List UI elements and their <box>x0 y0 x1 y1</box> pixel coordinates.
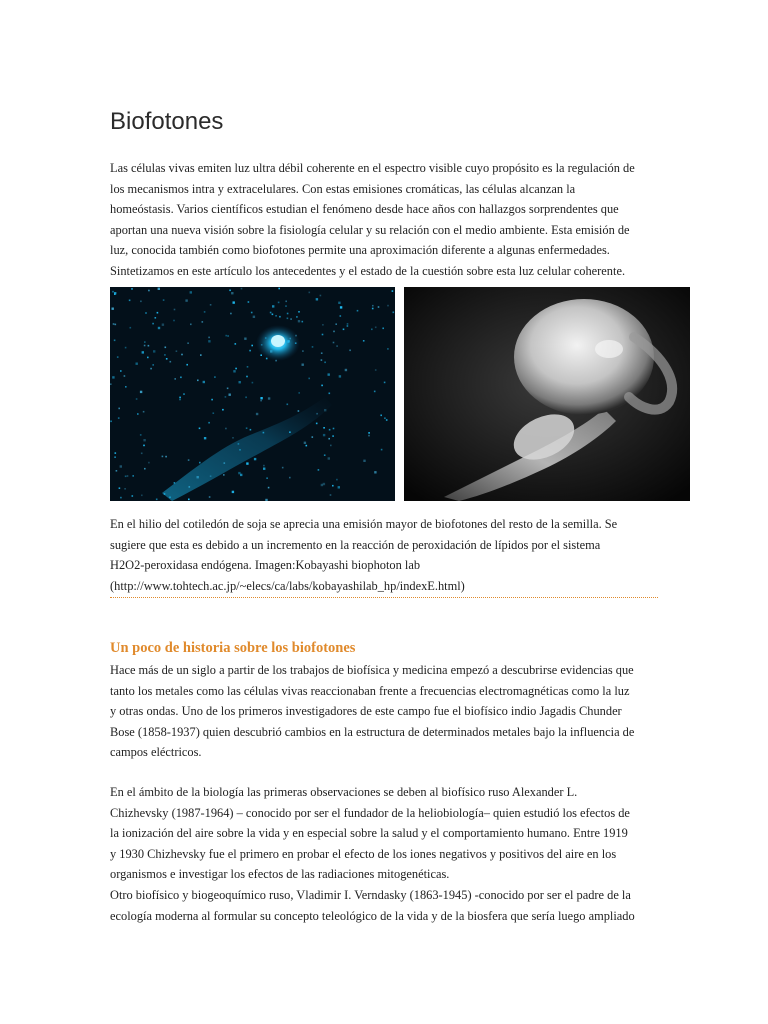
photon-speckle <box>378 306 380 308</box>
intro-paragraph <box>110 158 658 282</box>
photon-speckle <box>249 350 251 352</box>
photon-speckle <box>256 413 258 415</box>
photon-speckle <box>298 320 300 322</box>
photon-speckle <box>375 369 377 371</box>
photon-speckle <box>153 350 155 352</box>
photon-speckle <box>131 288 133 290</box>
photon-speckle <box>253 316 255 318</box>
section-heading: Un poco de historia sobre los biofotones <box>110 640 356 656</box>
photon-speckle <box>316 423 318 425</box>
photon-speckle <box>136 398 138 400</box>
photon-speckle <box>225 335 227 337</box>
photon-speckle <box>110 383 112 385</box>
photon-speckle <box>265 499 267 501</box>
photon-speckle <box>324 362 326 364</box>
photon-speckle <box>328 373 330 375</box>
photon-speckle <box>275 315 277 317</box>
photon-speckle <box>285 305 287 307</box>
photon-speckle <box>323 427 325 429</box>
photon-speckle <box>180 377 182 379</box>
photon-speckle <box>247 366 249 368</box>
photon-speckle <box>204 311 206 313</box>
photon-speckle <box>375 327 377 329</box>
photon-speckle <box>372 305 374 307</box>
caption-line: sugiere que esta es debido a un incremento en la reacción de peroxidación de lípidos por el sistema <box>110 537 601 552</box>
photon-speckle <box>143 439 145 441</box>
photon-speckle <box>187 342 189 344</box>
photon-speckle <box>114 456 116 458</box>
photon-speckle <box>289 477 291 479</box>
photon-speckle <box>239 381 241 383</box>
caption-line: H2O2-peroxidasa endógena. Imagen:Kobayashi biophoton lab <box>110 558 421 573</box>
photon-speckle <box>254 458 256 460</box>
caption-link-line[interactable]: (http://www.tohtech.ac.jp/~elecs/ca/labs/kobayashilab_hp/indexE.html) <box>110 578 465 593</box>
photon-speckle <box>112 308 114 310</box>
photon-speckle <box>324 454 326 456</box>
article-title: Biofotones <box>110 108 224 135</box>
photon-speckle <box>225 396 227 398</box>
photon-speckle <box>127 475 129 477</box>
section-divider <box>110 597 658 598</box>
photon-speckle <box>374 471 376 473</box>
photon-speckle <box>347 323 349 325</box>
photon-speckle <box>120 497 122 499</box>
photon-speckle <box>232 491 234 493</box>
photon-speckle <box>368 435 370 437</box>
photon-speckle <box>329 429 331 431</box>
photon-speckle <box>174 309 176 311</box>
photon-speckle <box>387 348 389 350</box>
photon-speckle <box>185 299 187 301</box>
photon-speckle <box>340 315 342 317</box>
photon-speckle <box>143 445 145 447</box>
history-line: tanto los metales como las células vivas reaccionaban frente a frecuencias electromagnéticas como la luz <box>110 683 630 698</box>
photon-speckle <box>125 386 127 388</box>
photon-speckle <box>332 485 334 487</box>
intro-line: los mecanismos intra y extracelulares. Con estas emisiones cromáticas, las células alcanzan la <box>110 181 576 196</box>
photon-speckle <box>384 417 386 419</box>
photon-speckle <box>338 302 340 304</box>
photon-speckle <box>393 312 395 314</box>
photon-speckle <box>188 499 190 501</box>
history-line: ecología moderna al formular su concepto teleológico de la vida y de la biosfera que sería luego ampliado <box>110 908 635 923</box>
intro-line: luz, conocida también como biofotones permite una aproximación diferente a algunas enfermedades. <box>110 243 610 258</box>
photon-speckle <box>214 376 216 378</box>
photon-speckle <box>285 301 287 303</box>
photon-speckle <box>115 452 117 454</box>
history-line: y 1930 Chizhevsky fue el primero en probar el efecto de los iones negativos y positivos del aire en los <box>110 846 617 861</box>
photon-speckle <box>246 376 248 378</box>
photon-speckle <box>143 411 145 413</box>
photon-speckle <box>183 393 185 395</box>
photon-speckle <box>335 323 337 325</box>
photon-speckle <box>225 428 227 430</box>
photon-speckle <box>155 317 157 319</box>
photon-speckle <box>296 316 298 318</box>
photon-speckle <box>173 320 175 322</box>
photon-speckle <box>244 338 246 340</box>
photon-speckle <box>181 354 183 356</box>
photon-speckle <box>129 300 131 302</box>
photon-speckle <box>268 487 270 489</box>
photon-speckle <box>174 378 176 380</box>
photon-speckle <box>232 437 234 439</box>
photon-speckle <box>165 347 167 349</box>
photon-speckle <box>179 397 181 399</box>
photon-speckle <box>166 358 168 360</box>
photon-speckle <box>209 496 211 498</box>
photon-speckle <box>302 350 304 352</box>
photon-speckle <box>302 364 304 366</box>
photon-speckle <box>304 442 306 444</box>
photon-speckle <box>332 435 334 437</box>
photon-speckle <box>118 417 120 419</box>
photon-speckle <box>312 346 314 348</box>
photon-speckle <box>170 361 172 363</box>
photon-speckle <box>190 291 192 293</box>
photon-speckle <box>113 323 115 325</box>
photon-speckle <box>338 486 340 488</box>
photon-speckle <box>384 382 386 384</box>
photon-speckle <box>199 428 201 430</box>
photon-speckle <box>270 312 272 314</box>
photon-speckle <box>231 292 233 294</box>
figure-caption <box>110 514 658 596</box>
photon-speckle <box>312 436 314 438</box>
photon-speckle <box>202 321 204 323</box>
photon-speckle <box>141 453 143 455</box>
photon-speckle <box>164 354 166 356</box>
photon-speckle <box>287 318 289 320</box>
photon-speckle <box>381 449 383 451</box>
photon-speckle <box>241 288 243 290</box>
photon-speckle <box>115 324 117 326</box>
photon-speckle <box>318 469 320 471</box>
photon-speckle <box>316 298 318 300</box>
photon-speckle <box>144 468 146 470</box>
photon-speckle <box>333 428 335 430</box>
photon-speckle <box>124 488 126 490</box>
photon-speckle <box>268 397 270 399</box>
photon-speckle <box>120 370 122 372</box>
photon-speckle <box>263 468 265 470</box>
photon-speckle <box>112 291 114 293</box>
photon-speckle <box>204 437 206 439</box>
photon-speckle <box>179 399 181 401</box>
photon-speckle <box>227 388 229 390</box>
photon-speckle <box>363 460 365 462</box>
photon-speckle <box>272 305 274 307</box>
photon-speckle <box>235 368 237 370</box>
photon-speckle <box>197 380 199 382</box>
photon-speckle <box>163 299 165 301</box>
photon-speckle <box>321 385 323 387</box>
photon-speckle <box>278 302 280 304</box>
photon-speckle <box>328 457 330 459</box>
photon-speckle <box>132 495 134 497</box>
photon-speckle <box>188 459 190 461</box>
photon-speckle <box>272 314 274 316</box>
history-paragraph-1 <box>110 660 658 763</box>
photon-speckle <box>162 324 164 326</box>
photon-speckle <box>222 409 224 411</box>
photon-speckle <box>162 456 164 458</box>
photon-speckle <box>380 415 382 417</box>
photon-speckle <box>238 472 240 474</box>
photon-speckle <box>386 419 388 421</box>
intro-line: aportan una nueva visión sobre la fisiología celular y su relación con el medio ambiente. Esta emisión de <box>110 222 630 237</box>
photon-speckle <box>336 345 338 347</box>
intro-line: homeóstasis. Varios científicos estudian el fenómeno desde hace años con hallazgos sorprendentes que <box>110 202 619 217</box>
photon-speckle <box>136 363 138 365</box>
photon-speckle <box>392 290 394 292</box>
photon-speckle <box>371 329 373 331</box>
photon-speckle <box>368 432 370 434</box>
photon-speckle <box>339 375 341 377</box>
history-line: organismos e investigar los efectos de las radiaciones mitogenéticas. <box>110 867 450 882</box>
photon-speckle <box>176 350 178 352</box>
photon-speckle <box>382 328 384 330</box>
photon-speckle <box>229 394 231 396</box>
photon-speckle <box>119 487 121 489</box>
photon-speckle <box>266 477 268 479</box>
photon-speckle <box>152 323 154 325</box>
photon-speckle <box>110 421 112 423</box>
photon-speckle <box>112 376 114 378</box>
photon-speckle <box>148 290 150 292</box>
photon-speckle <box>298 410 300 412</box>
photon-speckle <box>306 445 308 447</box>
photon-speckle <box>114 340 116 342</box>
photon-speckle <box>349 350 351 352</box>
photon-speckle <box>336 479 338 481</box>
photon-speckle <box>120 465 122 467</box>
photon-speckle <box>156 499 158 501</box>
photon-speckle <box>145 312 147 314</box>
photon-speckle <box>330 445 332 447</box>
photon-speckle <box>302 321 304 323</box>
photon-speckle <box>227 335 229 337</box>
photon-speckle <box>260 400 262 402</box>
history-paragraph-2 <box>110 782 658 926</box>
photon-speckle <box>165 456 167 458</box>
photon-speckle <box>287 404 289 406</box>
photon-speckle <box>157 312 159 314</box>
photon-speckle <box>152 364 154 366</box>
photon-speckle <box>282 467 284 469</box>
photon-speckle <box>340 306 342 308</box>
photon-speckle <box>199 462 201 464</box>
photon-speckle <box>118 408 120 410</box>
photon-speckle <box>322 334 324 336</box>
biophoton-emission-image <box>110 287 395 501</box>
photon-speckle <box>245 397 247 399</box>
photon-speckle <box>320 295 322 297</box>
photon-speckle <box>229 290 231 292</box>
photon-speckle <box>144 341 146 343</box>
photon-speckle <box>251 312 253 314</box>
photon-speckle <box>223 474 225 476</box>
photon-speckle <box>158 288 160 290</box>
photon-speckle <box>333 342 335 344</box>
photon-speckle <box>140 301 142 303</box>
photon-speckle <box>142 351 144 353</box>
photon-speckle <box>345 369 347 371</box>
photon-speckle <box>372 308 374 310</box>
soybean-seed-graphic <box>404 287 690 501</box>
photon-speckle <box>137 413 139 415</box>
photon-speckle <box>190 324 192 326</box>
photon-speckle <box>125 347 127 349</box>
photon-speckle <box>329 393 331 395</box>
photon-speckle <box>148 345 150 347</box>
photon-speckle <box>287 313 289 315</box>
photon-speckle <box>186 364 188 366</box>
biophoton-emission-graphic <box>110 287 395 501</box>
soybean-seed-image <box>404 287 690 501</box>
photon-speckle <box>298 392 300 394</box>
history-line: Bose (1858-1937) quien descubrió cambios en la estructura de determinados metales bajo la influencia de <box>110 724 635 739</box>
photon-speckle <box>279 316 281 318</box>
photon-speckle <box>321 352 323 354</box>
photon-speckle <box>210 304 212 306</box>
photon-speckle <box>116 470 118 472</box>
photon-speckle <box>124 375 126 377</box>
photon-speckle <box>323 434 325 436</box>
history-line: Hace más de un siglo a partir de los trabajos de biofísica y medicina empezó a descubrirse evidencias que <box>110 663 634 677</box>
photon-speckle <box>357 310 359 312</box>
photon-speckle <box>260 397 262 399</box>
photon-speckle <box>208 422 210 424</box>
photon-speckle <box>323 483 325 485</box>
photon-speckle <box>208 340 210 342</box>
photon-speckle <box>387 305 389 307</box>
photon-speckle <box>230 313 232 315</box>
photon-speckle <box>298 311 300 313</box>
photon-speckle <box>246 427 248 429</box>
history-line: Chizhevsky (1987-1964) – conocido por ser el fundador de la heliobiología– quien estudió los efectos de <box>110 805 630 820</box>
photon-speckle <box>117 356 119 358</box>
photon-speckle <box>309 292 311 294</box>
photon-speckle <box>144 345 146 347</box>
history-line: campos eléctricos. <box>110 745 202 760</box>
photon-speckle <box>130 327 132 329</box>
photon-speckle <box>363 340 365 342</box>
photon-speckle <box>233 370 235 372</box>
photon-speckle <box>322 324 324 326</box>
photon-speckle <box>290 318 292 320</box>
photon-speckle <box>141 495 143 497</box>
photon-speckle <box>208 337 210 339</box>
photon-speckle <box>252 382 254 384</box>
intro-line: Sintetizamos en este artículo los antecedentes y el estado de la cuestión sobre esta luz celular coherente. <box>110 263 626 278</box>
photon-speckle <box>347 325 349 327</box>
photon-speckle <box>278 288 280 290</box>
caption-line: En el hilio del cotiledón de soja se aprecia una emisión mayor de biofotones del resto de la semilla. Se <box>110 517 618 531</box>
photon-speckle <box>250 429 252 431</box>
photon-speckle <box>328 438 330 440</box>
photon-speckle <box>246 462 248 464</box>
photon-speckle <box>233 301 235 303</box>
photon-speckle <box>248 301 250 303</box>
photon-speckle <box>213 412 215 414</box>
photon-speckle <box>140 391 142 393</box>
photon-speckle <box>125 476 127 478</box>
photon-speckle <box>251 345 253 347</box>
photon-speckle <box>132 475 134 477</box>
photon-speckle <box>308 378 310 380</box>
photon-speckle <box>150 368 152 370</box>
history-line: y otras ondas. Uno de los primeros investigadores de este campo fue el biofísico indio Jagadis Chunder <box>110 704 622 719</box>
photon-speckle <box>203 381 205 383</box>
photon-speckle <box>211 399 213 401</box>
photon-speckle <box>148 462 150 464</box>
photon-speckle <box>263 465 265 467</box>
photon-speckle <box>333 331 335 333</box>
history-line: En el ámbito de la biología las primeras observaciones se deben al biofísico ruso Alexander L. <box>110 785 578 799</box>
history-line: Otro biofísico y biogeoquímico ruso, Vladimir I. Verndasky (1863-1945) -conocido por ser el padre de la <box>110 887 631 902</box>
photon-speckle <box>147 357 149 359</box>
photon-speckle <box>114 293 116 295</box>
photon-speckle <box>200 354 202 356</box>
photon-speckle <box>140 434 142 436</box>
photon-speckle <box>343 329 345 331</box>
photon-speckle <box>235 343 237 345</box>
photon-speckle <box>374 391 376 393</box>
photon-speckle <box>330 494 332 496</box>
intro-line: Las células vivas emiten luz ultra débil coherente en el espectro visible cuyo propósito es la regulación de <box>110 161 635 175</box>
history-line: la ionización del aire sobre la vida y en especial sobre la salud y el comportamiento humano. Entre 1919 <box>110 826 628 841</box>
photon-speckle <box>158 327 160 329</box>
photon-speckle <box>321 359 323 361</box>
